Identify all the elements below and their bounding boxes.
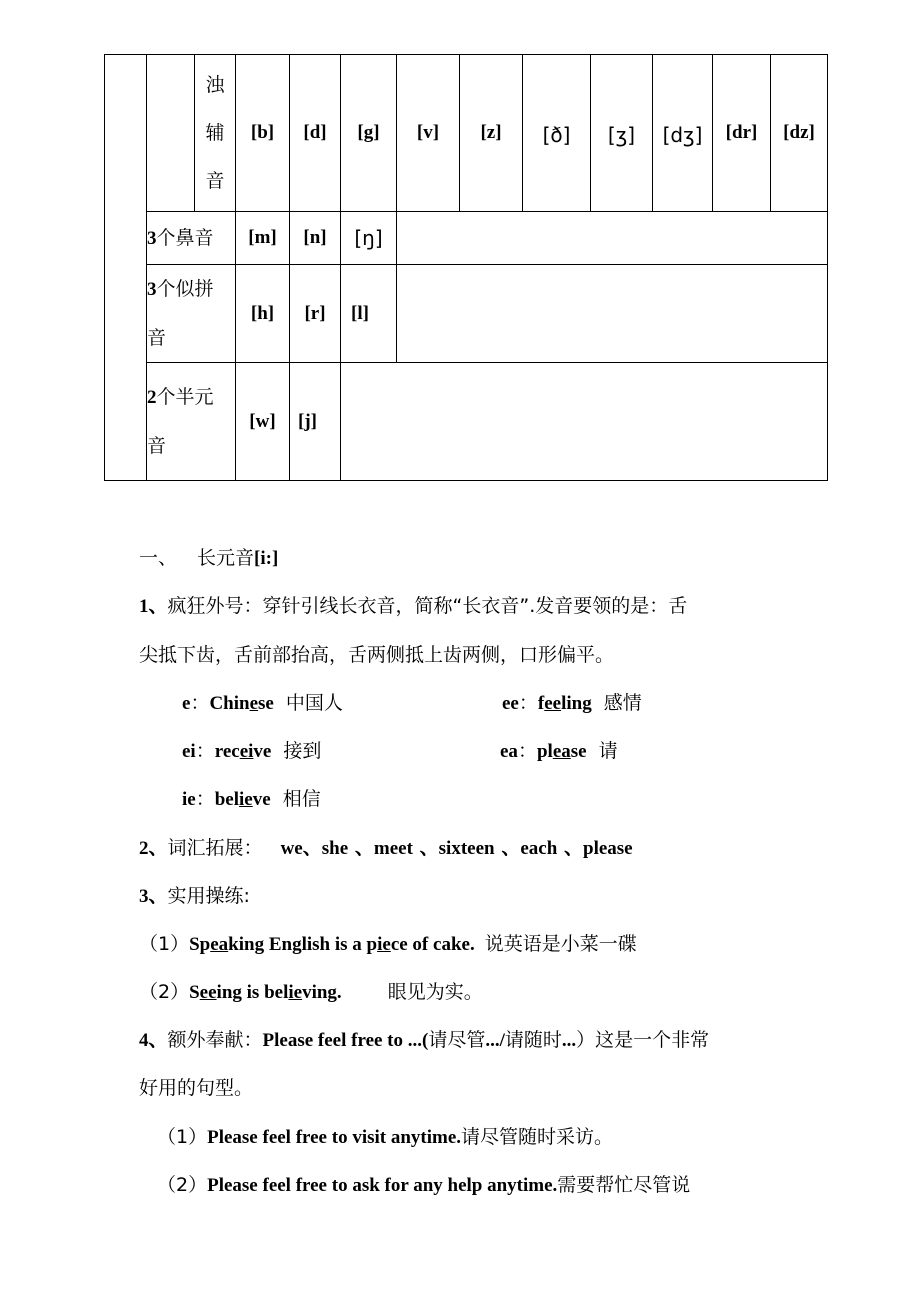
- symbol-cell: [g]: [341, 55, 397, 212]
- symbol-cell: [l]: [341, 265, 397, 363]
- symbol-cell: [h]: [236, 265, 290, 363]
- symbol-cell: [m]: [236, 212, 290, 265]
- blank-cell: [147, 55, 195, 212]
- bonus-line-1: 4、额外奉献：Please feel free to ...(请尽管.../请随时...）这是一个非常: [139, 1029, 710, 1051]
- symbol-cell: [dʒ]: [653, 55, 713, 212]
- voiced-consonant-row: [105, 55, 828, 212]
- blank-cell: [105, 55, 147, 481]
- symbol-cell: [j]: [290, 363, 341, 481]
- symbol-cell: [dr]: [713, 55, 771, 212]
- symbol-cell: [v]: [397, 55, 460, 212]
- symbol-cell: [d]: [290, 55, 341, 212]
- example-ea: ea：please 请: [500, 740, 618, 762]
- blank-cell: [341, 363, 828, 481]
- symbol-cell: [ŋ]: [341, 212, 397, 265]
- nasal-row: [105, 212, 828, 265]
- semivowel-row: [105, 363, 828, 481]
- bonus-example-1: （1）Please feel free to visit anytime.请尽管随时采访。: [157, 1126, 614, 1148]
- semivowel-label: 2个半元 音: [147, 363, 236, 481]
- paragraph-1-line-2: 尖抵下齿，舌前部抬高，舌两侧抵上齿两侧，口形偏平。: [139, 644, 615, 666]
- symbol-cell: [n]: [290, 212, 341, 265]
- phonetic-table: [104, 54, 828, 481]
- symbol-cell: [dz]: [771, 55, 828, 212]
- paragraph-1-line-1: 1、疯狂外号：穿针引线长衣音，简称“长衣音”.发音要领的是：舌: [139, 595, 688, 617]
- example-ee: ee：feeling 感情: [502, 692, 642, 714]
- symbol-cell: [r]: [290, 265, 341, 363]
- blank-cell: [397, 212, 828, 265]
- pinyin-like-row: [105, 265, 828, 363]
- symbol-cell: [ð]: [523, 55, 591, 212]
- symbol-cell: [ʒ]: [591, 55, 653, 212]
- symbol-cell: [z]: [460, 55, 523, 212]
- pinyin-like-label: 3个似拼 音: [147, 265, 236, 363]
- nasal-label: 3个鼻音: [147, 212, 236, 265]
- symbol-cell: [w]: [236, 363, 290, 481]
- voiced-label: 浊 辅 音: [195, 55, 236, 212]
- symbol-cell: [b]: [236, 55, 290, 212]
- example-ei: ei：receive 接到: [182, 740, 322, 762]
- blank-cell: [397, 265, 828, 363]
- example-ie: ie：believe 相信: [182, 788, 321, 810]
- practice-heading: 3、实用操练:: [139, 885, 250, 907]
- bonus-line-2: 好用的句型。: [139, 1077, 254, 1099]
- example-e: e：Chinese 中国人: [182, 692, 343, 714]
- section-heading: 一、 长元音[i:]: [139, 547, 279, 569]
- drill-1: （1）Speaking English is a piece of cake. 说英语是小菜一碟: [139, 933, 637, 955]
- bonus-example-2: （2）Please feel free to ask for any help anytime.需要帮忙尽管说: [157, 1174, 691, 1196]
- drill-2: （2）Seeing is believing. 眼见为实。: [139, 981, 483, 1003]
- vocabulary-line: 2、词汇拓展： we、she 、meet 、sixteen 、each 、please: [139, 837, 633, 859]
